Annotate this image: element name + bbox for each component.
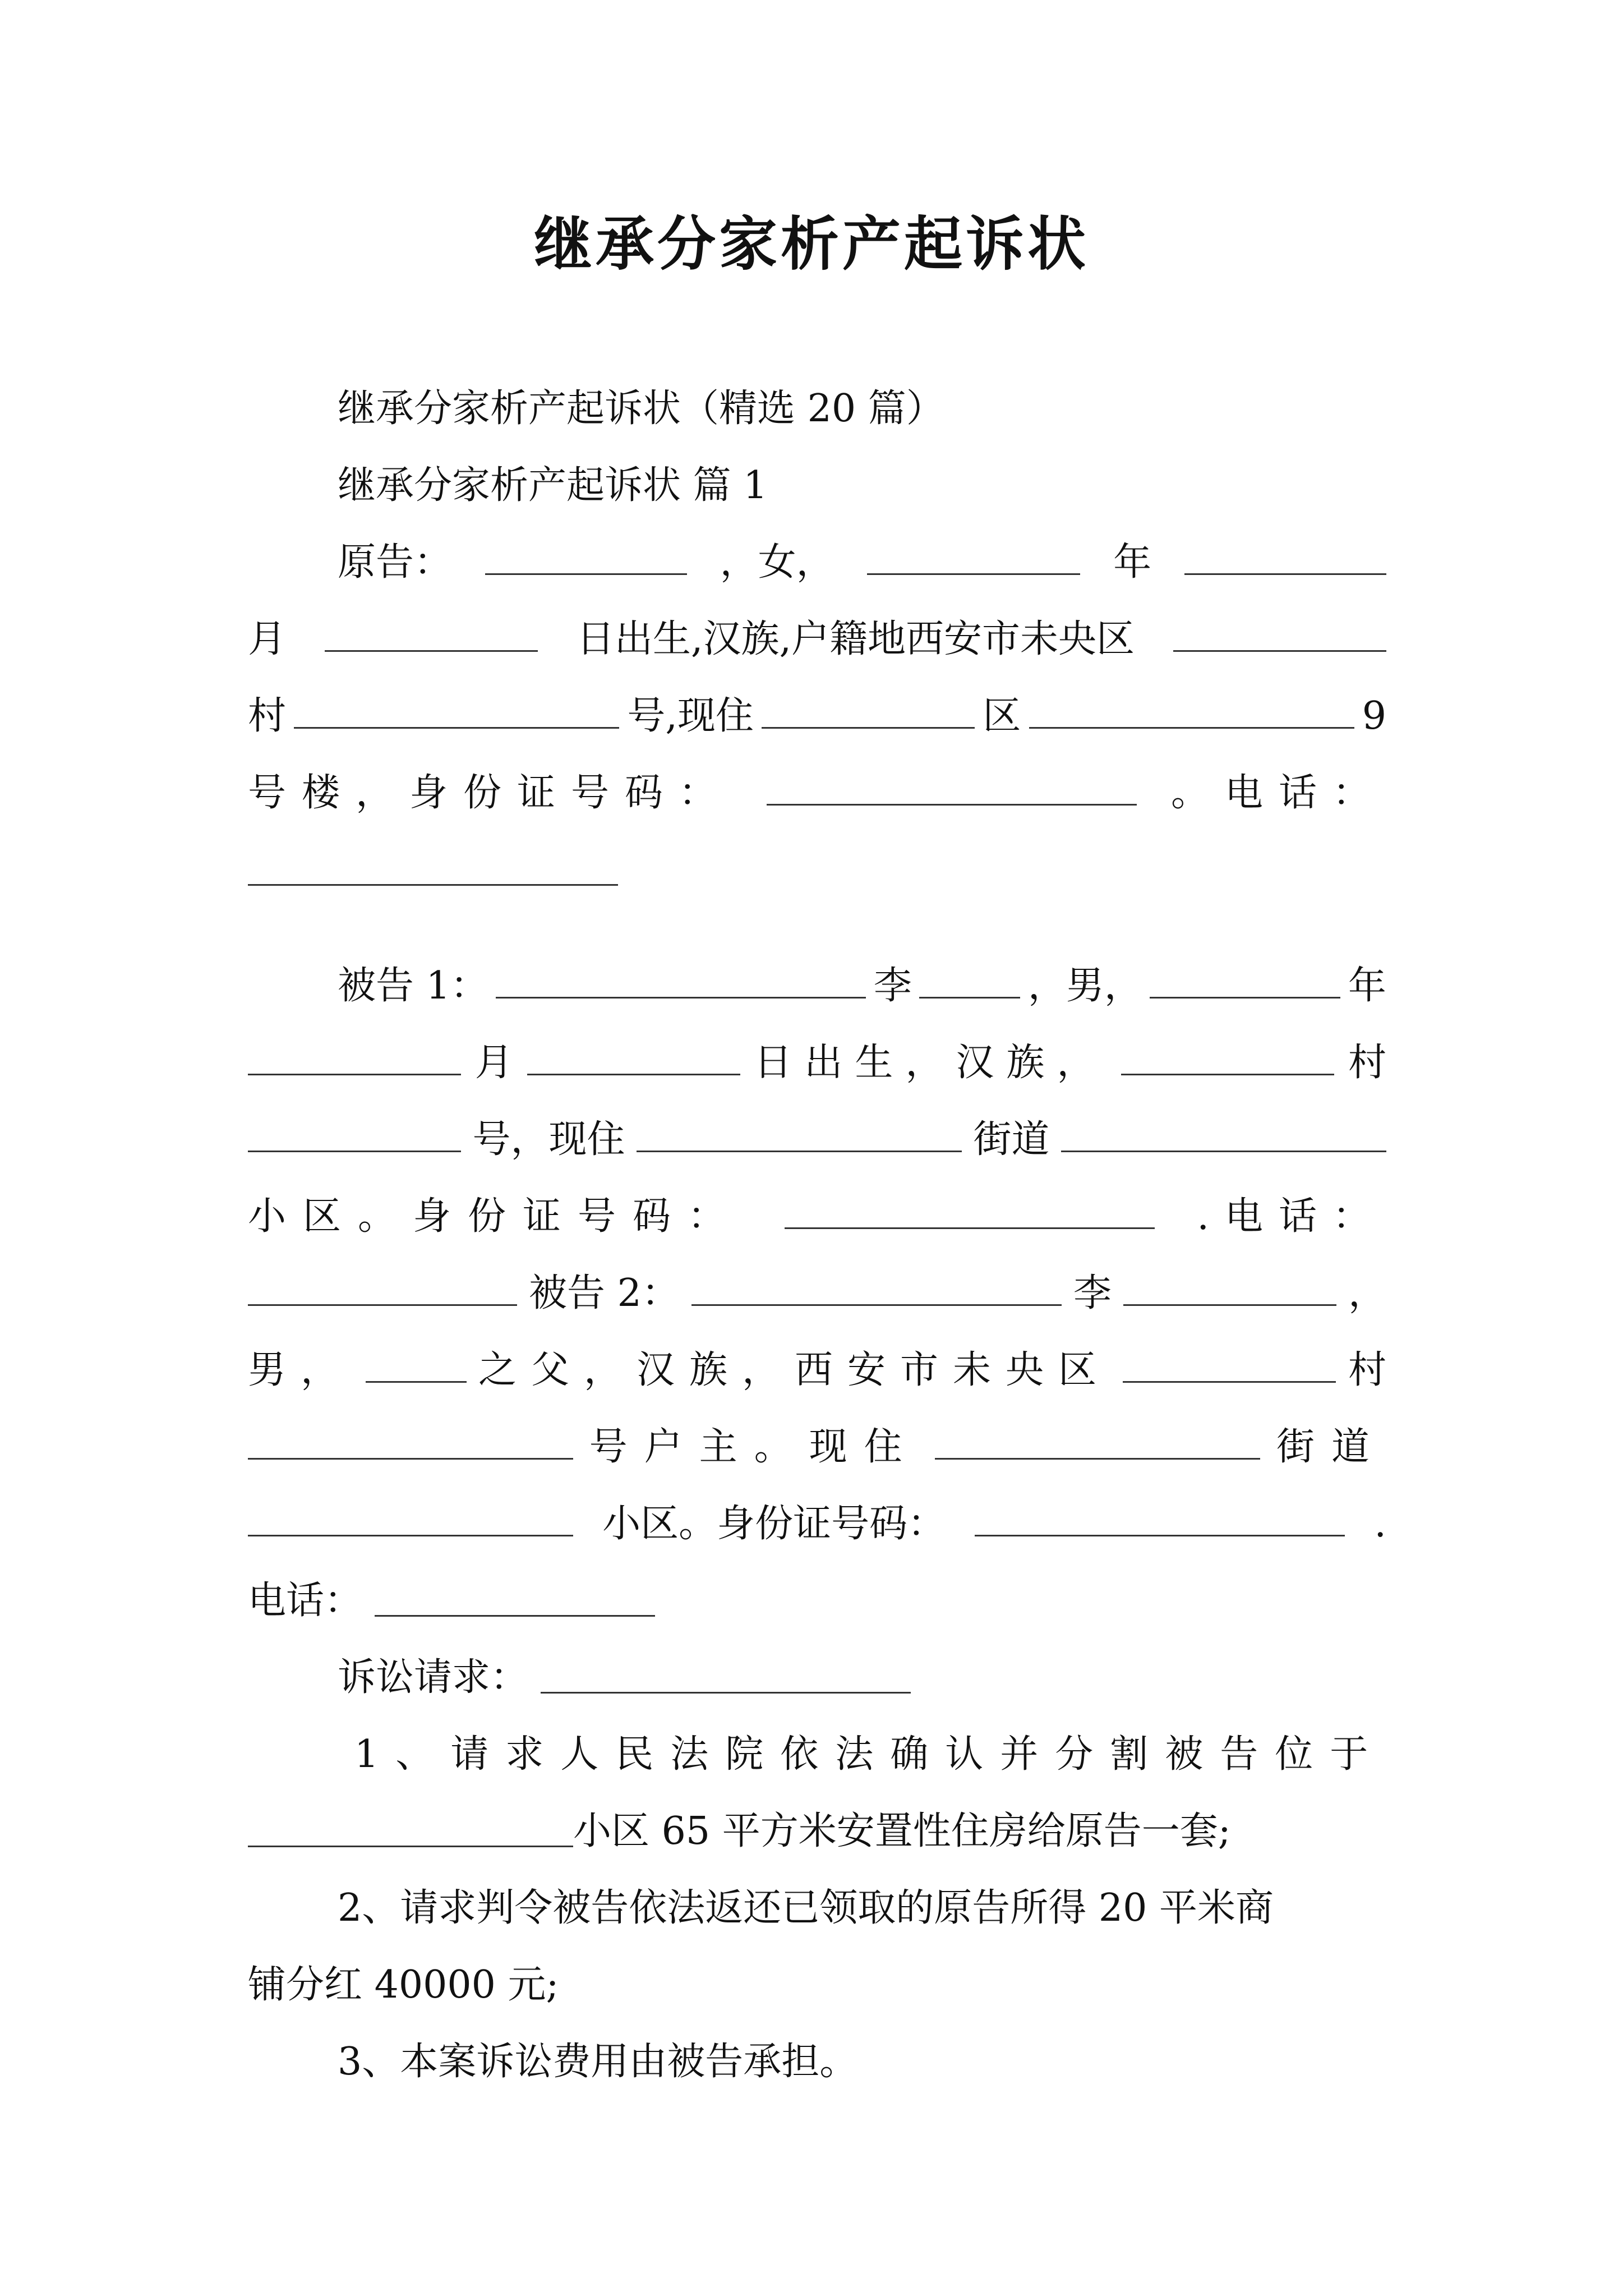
blank-field xyxy=(1184,539,1386,575)
defendant1-line-2: 月 日出生，汉族， 村 xyxy=(248,1024,1386,1101)
plaintiff-line-2: 月 日出生,汉族,户籍地西安市未央区 xyxy=(248,601,1386,678)
plaintiff-line-3: 村 号,现住 区 9 xyxy=(248,678,1386,754)
blank-field xyxy=(485,539,687,575)
plaintiff-line-5 xyxy=(248,831,1386,908)
document-body xyxy=(248,370,1386,2100)
blank-field xyxy=(1123,1346,1336,1383)
blank-field xyxy=(1061,1116,1386,1152)
blank-field xyxy=(248,1039,461,1075)
defendant2-line-3: 号户主。现住 街道 xyxy=(248,1409,1386,1485)
defendant2-line-1: 被告 2： 李 ， xyxy=(248,1255,1386,1332)
defendant1-line-3: 号，现住 街道 xyxy=(248,1101,1386,1178)
defendant2-line-2: 男， 之父，汉族，西安市未央区 村 xyxy=(248,1332,1386,1409)
claim-3-line: 3、本案诉讼费用由被告承担。 xyxy=(338,2040,858,2084)
claims-label-line: 诉讼请求： xyxy=(248,1639,1386,1716)
blank-field xyxy=(248,1423,573,1460)
blank-field xyxy=(867,539,1080,575)
blank-field xyxy=(248,1500,573,1536)
blank-field xyxy=(366,1346,467,1383)
blank-field xyxy=(527,1039,740,1075)
blank-field xyxy=(785,1193,1155,1229)
blank-field xyxy=(496,962,866,999)
blank-field xyxy=(637,1116,962,1152)
blank-field xyxy=(975,1500,1345,1536)
blank-field xyxy=(1173,615,1386,652)
blank-field xyxy=(294,692,619,729)
defendant2-line-5: 电话： xyxy=(248,1562,1386,1639)
claim-2-line-1: 2、请求判令被告依法返还已领取的原告所得 20 平米商 xyxy=(338,1886,1274,1930)
blank-field xyxy=(935,1423,1260,1460)
document-title: 继承分家析产起诉状 xyxy=(533,209,1089,278)
blank-field xyxy=(1029,692,1354,729)
blank-field xyxy=(248,849,618,886)
claim-2-line-2: 铺分红 40000 元; xyxy=(248,1963,559,2007)
blank-field xyxy=(1150,962,1340,999)
subtitle: 继承分家析产起诉状（精选 20 篇） xyxy=(338,386,944,431)
blank-field xyxy=(691,1269,1062,1306)
plaintiff-line-1: 原告： ，女， 年 xyxy=(248,524,1386,601)
blank-field xyxy=(325,615,538,652)
claim-1-line-2: 小区 65 平方米安置性住房给原告一套; xyxy=(248,1793,1386,1870)
defendant2-line-4: 小区。身份证号码： . xyxy=(248,1485,1386,1562)
section-heading: 继承分家析产起诉状 篇 1 xyxy=(338,463,768,508)
blank-field xyxy=(1121,1039,1334,1075)
blank-field xyxy=(541,1657,911,1694)
plaintiff-line-4: 号楼，身份证号码： 。电话： xyxy=(248,754,1386,831)
blank-field xyxy=(762,692,975,729)
blank-field xyxy=(248,1811,573,1847)
blank-field xyxy=(375,1580,655,1617)
blank-field xyxy=(248,1116,461,1152)
blank-field xyxy=(919,962,1020,999)
claim-1-line-1: 1、请求人民法院依法确认并分割被告位于 xyxy=(354,1732,1385,1777)
blank-field xyxy=(1123,1269,1336,1306)
blank-field xyxy=(248,1269,517,1306)
defendant1-line-1: 被告 1： 李 ，男， 年 xyxy=(248,947,1386,1024)
blank-field xyxy=(767,769,1137,806)
defendant1-line-4: 小区。身份证号码： .电话： xyxy=(248,1178,1386,1255)
